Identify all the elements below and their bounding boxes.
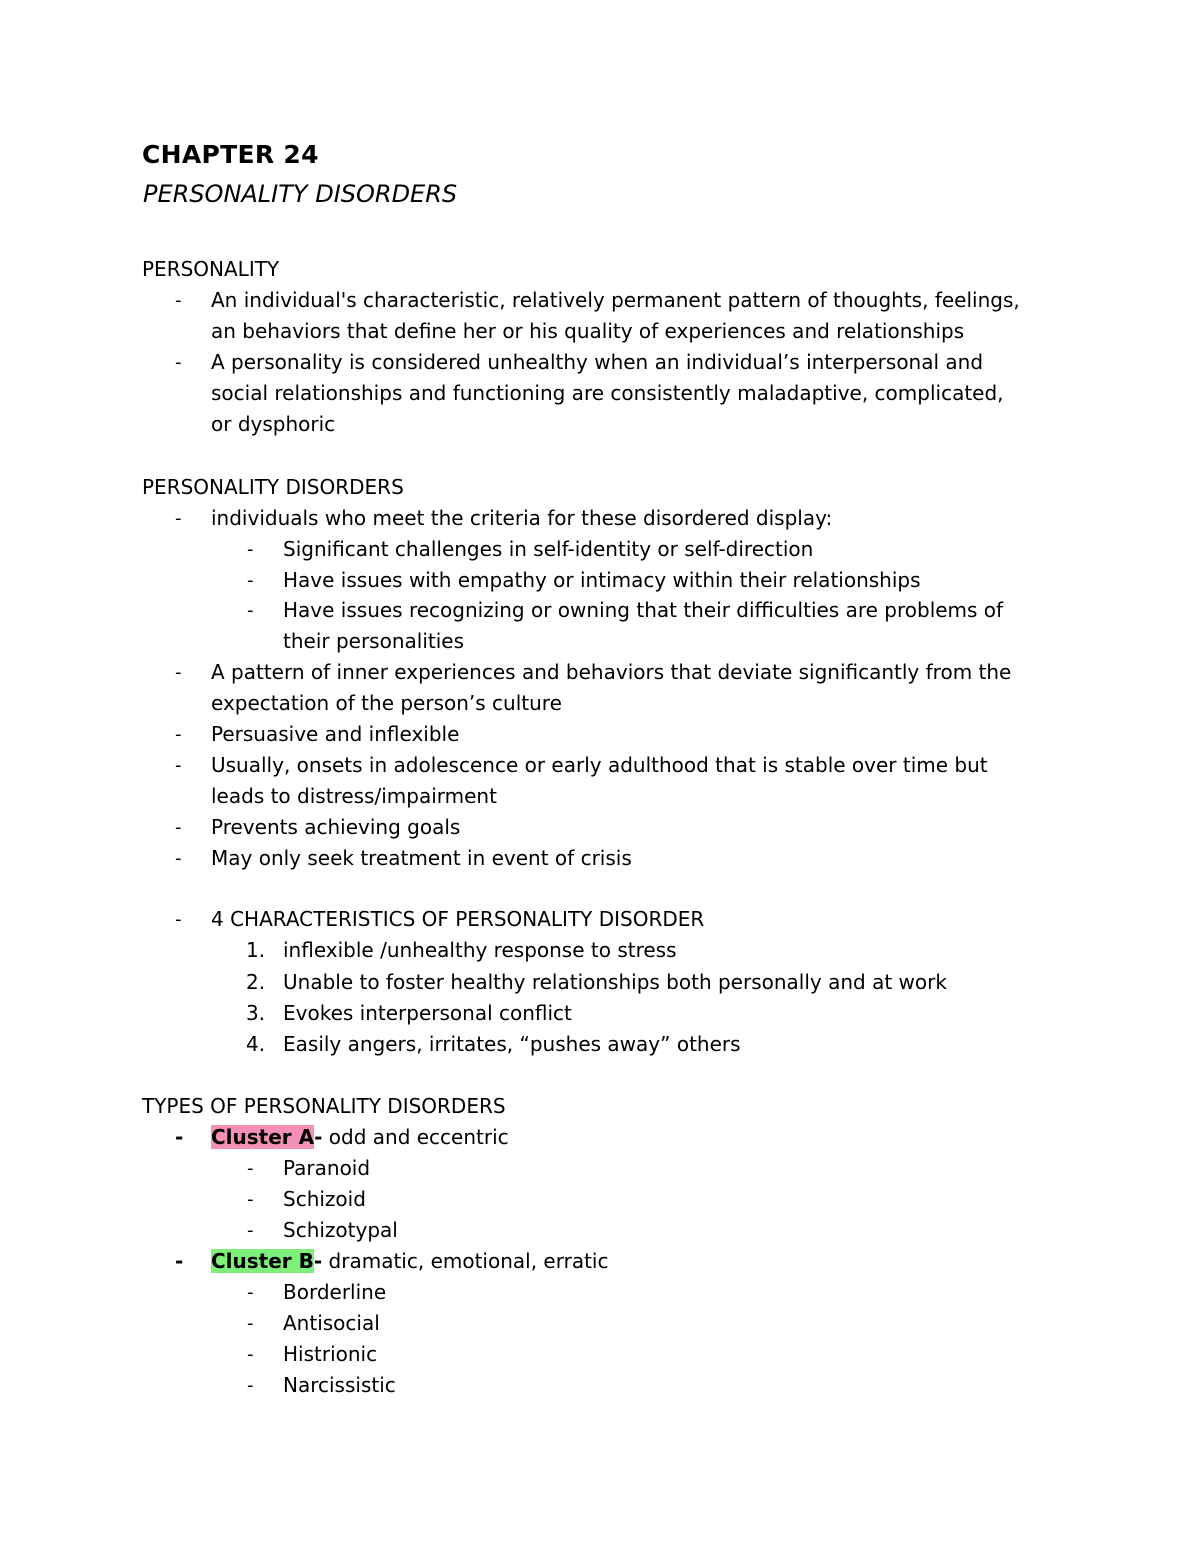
cluster-a-line [211, 1122, 509, 1153]
chapter-title: CHAPTER 24 [142, 140, 319, 169]
cluster-b-description: dramatic, emotional, erratic [322, 1249, 609, 1273]
disorders-item: Persuasive and inflexible [211, 722, 460, 746]
dash-marker: - [175, 508, 182, 529]
cluster-a-description: odd and eccentric [322, 1125, 509, 1149]
cluster-a-item: Schizotypal [283, 1218, 398, 1242]
personality-unhealthy-line: or dysphoric [211, 412, 336, 436]
disorders-item: Prevents achieving goals [211, 815, 461, 839]
section-heading-personality-disorders: PERSONALITY DISORDERS [142, 475, 404, 499]
dash-marker: - [247, 539, 254, 560]
dash-marker: - [175, 755, 182, 776]
characteristic-item: inflexible /unhealthy response to stress [283, 938, 677, 962]
characteristic-item: Unable to foster healthy relationships both personally and at work [283, 970, 947, 994]
disorders-item: A pattern of inner experiences and behaviors that deviate significantly from the [211, 660, 1012, 684]
dash-marker: - [247, 1375, 254, 1396]
dash-marker: - [247, 1344, 254, 1365]
disorders-item: individuals who meet the criteria for these disordered display: [211, 506, 833, 530]
cluster-separator: - [313, 1249, 323, 1273]
personality-definition-line: an behaviors that define her or his quality of experiences and relationships [211, 319, 965, 343]
disorders-item: leads to distress/impairment [211, 784, 497, 808]
dash-marker: - [247, 1158, 254, 1179]
list-number: 3. [246, 1001, 266, 1025]
personality-unhealthy-line: social relationships and functioning are consistently maladaptive, complicated, [211, 381, 1004, 405]
characteristic-item: Evokes interpersonal conflict [283, 1001, 572, 1025]
cluster-b-label: Cluster B [211, 1249, 314, 1273]
bullet-marker: - [175, 1249, 184, 1273]
list-number: 2. [246, 970, 266, 994]
dash-marker: - [175, 290, 182, 311]
dash-marker: - [247, 1313, 254, 1334]
cluster-a-item: Schizoid [283, 1187, 366, 1211]
cluster-b-item: Antisocial [283, 1311, 380, 1335]
cluster-separator: - [314, 1125, 323, 1149]
dash-marker: - [175, 724, 182, 745]
dash-marker: - [175, 848, 182, 869]
dash-marker: - [175, 662, 182, 683]
dash-marker: - [247, 1282, 254, 1303]
bullet-marker: - [175, 1125, 184, 1149]
characteristics-heading: 4 CHARACTERISTICS OF PERSONALITY DISORDER [211, 907, 705, 931]
disorders-item: expectation of the person’s culture [211, 691, 562, 715]
dash-marker: - [175, 352, 182, 373]
disorders-subitem: Have issues with empathy or intimacy within their relationships [283, 568, 921, 592]
dash-marker: - [175, 909, 182, 930]
characteristic-item: Easily angers, irritates, “pushes away” others [283, 1032, 741, 1056]
list-number: 4. [246, 1032, 266, 1056]
dash-marker: - [247, 600, 254, 621]
dash-marker: - [175, 817, 182, 838]
disorders-subitem: their personalities [283, 629, 465, 653]
list-number: 1. [246, 938, 266, 962]
section-heading-personality: PERSONALITY [142, 257, 280, 281]
disorders-item: May only seek treatment in event of crisis [211, 846, 632, 870]
disorders-item: Usually, onsets in adolescence or early adulthood that is stable over time but [211, 753, 988, 777]
cluster-b-line [211, 1246, 608, 1277]
dash-marker: - [247, 1220, 254, 1241]
personality-definition-line: An individual's characteristic, relatively permanent pattern of thoughts, feelings, [211, 288, 1020, 312]
cluster-a-label: Cluster A [211, 1125, 315, 1149]
dash-marker: - [247, 1189, 254, 1210]
cluster-b-item: Histrionic [283, 1342, 378, 1366]
dash-marker: - [247, 570, 254, 591]
cluster-a-item: Paranoid [283, 1156, 371, 1180]
disorders-subitem: Have issues recognizing or owning that their difficulties are problems of [283, 598, 1004, 622]
chapter-subtitle: PERSONALITY DISORDERS [143, 180, 458, 208]
section-heading-types: TYPES OF PERSONALITY DISORDERS [142, 1094, 506, 1118]
personality-unhealthy-line: A personality is considered unhealthy when an individual’s interpersonal and [211, 350, 984, 374]
cluster-b-item: Borderline [283, 1280, 387, 1304]
disorders-subitem: Significant challenges in self-identity or self-direction [283, 537, 814, 561]
cluster-b-item: Narcissistic [283, 1373, 396, 1397]
